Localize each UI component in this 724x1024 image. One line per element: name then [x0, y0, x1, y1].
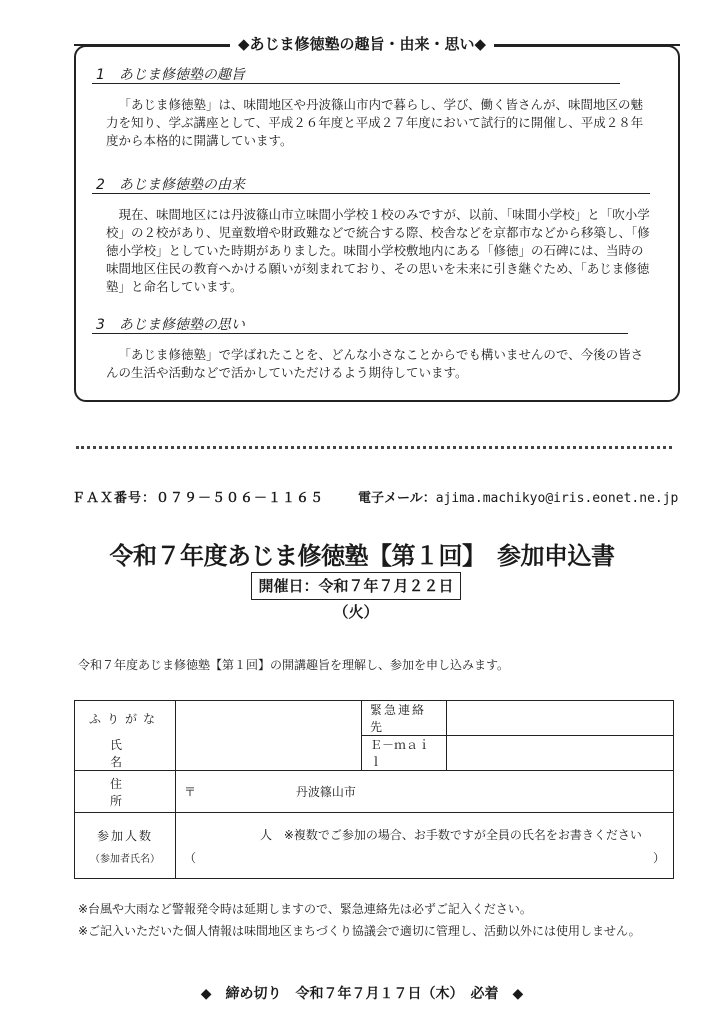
email-contact [358, 487, 678, 506]
event-date: 開催日：令和７年７月２２日（火） [251, 572, 461, 600]
furigana-label: ふりがな [75, 701, 176, 736]
address-field[interactable] [176, 771, 674, 813]
deadline: ◆ 締め切り 令和７年７月１７日（木） 必着 ◆ [200, 986, 524, 1002]
email-field[interactable] [447, 736, 674, 771]
cut-line [76, 446, 672, 449]
participants-label: 参加人数 [96, 828, 153, 843]
section-2-heading: 2 あじま修徳塾の由来 [96, 177, 245, 193]
persons-unit: 人 [260, 827, 273, 842]
email-field-label: Ｅ－ｍａｉｌ [362, 736, 447, 771]
section-3-body: 「あじま修徳塾」で学ばれたことを、どんな小さなことからでも構いませんので、今後の皆さんの生活や活動などで活かしていただけるよう期待しています。 [106, 347, 644, 380]
section-1-rule [92, 83, 620, 84]
note-privacy: ※ご記入いただいた個人情報は味間地区まちづくり協議会で適切に管理し、活動以外には使用しません。 [78, 924, 641, 938]
fax-number: ＦＡＸ番号：０７９－５０６－１１６５ [72, 491, 325, 506]
email-label: 電子メール： [358, 491, 436, 506]
participants-field[interactable] [176, 813, 674, 879]
agreement-text: 令和７年度あじま修徳塾【第１回】の開講趣旨を理解し、参加を申し込みます。 [78, 658, 510, 672]
email-address[interactable]: ajima.machikyo@iris.eonet.ne.jp [435, 491, 679, 506]
emergency-label: 緊急連絡先 [362, 701, 447, 736]
paren-close: ） [652, 850, 665, 865]
participants-label-cell [75, 813, 176, 879]
section-3-rule [92, 333, 628, 334]
box-title: ◆あじま修徳塾の趣旨・由来・思い◆ [122, 31, 602, 57]
name-field[interactable] [176, 701, 362, 771]
name-label: 氏 名 [75, 736, 176, 771]
paren-open: （ [184, 850, 197, 865]
section-2-rule [92, 193, 650, 194]
address-label: 住 所 [75, 771, 176, 813]
section-1-heading: 1 あじま修徳塾の趣旨 [96, 67, 245, 83]
application-title: 令和７年度あじま修徳塾【第１回】 参加申込書 [109, 542, 615, 570]
city-prefill: 丹波篠山市 [295, 785, 356, 799]
participants-note: ※複数でご参加の場合、お手数ですが全員の氏名をお書きください [283, 827, 642, 842]
application-form [74, 700, 674, 879]
section-3-heading: 3 あじま修徳塾の思い [96, 317, 245, 333]
emergency-field[interactable] [447, 701, 674, 736]
section-2-body: 現在、味間地区には丹波篠山市立味間小学校１校のみですが、以前、「味間小学校」と「吹小学校」の２校があり、児童数増や財政難などで統合する際、校舎などを京都市などから移築し、「修徳小学校」としていた時期がありました。味間小学校敷地内にある「修徳」の石碑には、当時の味間地区住民の教育へかける願いが刻まれており、その思いを未来に引き継ぐため、「あじま修徳塾」と命名しています。 [106, 207, 650, 294]
postal-mark: 〒 [184, 785, 197, 799]
section-1-body: 「あじま修徳塾」は、味間地区や丹波篠山市内で暮らし、学び、働く皆さんが、味間地区の魅力を知り、学ぶ講座として、平成２６年度と平成２７年度において試行的に開催し、平成２８年度から本格的に開講しています。 [106, 97, 644, 148]
participants-sublabel: （参加者氏名） [90, 853, 160, 865]
note-weather: ※台風や大雨など警報発令時は延期しますので、緊急連絡先は必ずご記入ください。 [78, 902, 532, 916]
